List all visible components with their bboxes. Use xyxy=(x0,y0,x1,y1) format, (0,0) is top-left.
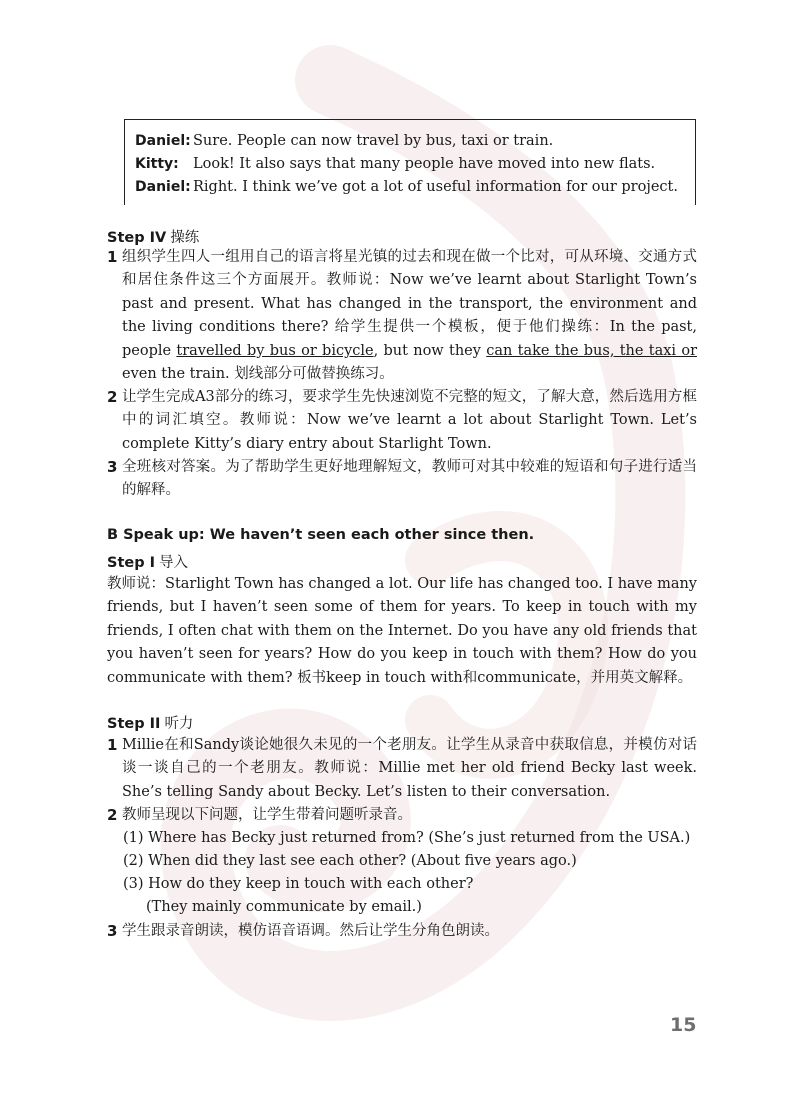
dialogue-box xyxy=(124,119,696,205)
dialogue-text: Right. I think we’ve got a lot of useful information for our project. xyxy=(193,179,678,195)
step-label: Step IV xyxy=(107,230,167,246)
dialogue-line xyxy=(135,153,695,176)
step-ii-item-2 xyxy=(107,804,697,827)
step-iv-item-3 xyxy=(107,456,697,503)
step-iv-heading xyxy=(107,226,199,247)
section-b-title: B Speak up: We haven’t seen each other since then. xyxy=(107,527,535,543)
question-3-answer: (They mainly communicate by email.) xyxy=(146,899,422,915)
step-title: 听力 xyxy=(164,716,194,732)
step-title: 导入 xyxy=(159,555,189,571)
item-text: 让学生完成A3部分的练习，要求学生先快速浏览不完整的短文，了解大意，然后选用方框中的词汇填空。教师说：Now we’ve learnt a lot about Starlight Town. Let’s complete Kitty’s diary entry about Starlight Town. xyxy=(122,389,697,452)
item-number: 2 xyxy=(107,806,118,824)
step-ii-heading xyxy=(107,712,193,733)
underlined-phrase: travelled by bus or bicycle xyxy=(176,342,374,359)
step-title: 操练 xyxy=(170,230,200,246)
item-number: 3 xyxy=(107,922,118,940)
item-text: 全班核对答案。为了帮助学生更好地理解短文，教师可对其中较难的短语和句子进行适当的解释。 xyxy=(122,459,697,499)
step-ii-item-3 xyxy=(107,920,697,943)
item-text: 学生跟录音朗读，模仿语音语调。然后让学生分角色朗读。 xyxy=(122,923,499,939)
dialogue-text: Sure. People can now travel by bus, taxi or train. xyxy=(193,133,554,149)
speaker-name: Daniel: xyxy=(135,179,191,195)
step-i-text: 教师说：Starlight Town has changed a lot. Our life has changed too. I have many friends, but I haven’t seen some of them for years. To keep in touch with my friends, I often chat with them on the Internet. Do you have any old friends that you haven’t seen for years? How do you keep in touch with them? How do you communicate with them? 板书keep in touch with和communicate，并用英文解释。 xyxy=(107,576,697,686)
step-ii-item-1 xyxy=(107,734,697,804)
dialogue-text: Look! It also says that many people have moved into new flats. xyxy=(193,156,656,172)
item-text-part: even the train. 划线部分可做替换练习。 xyxy=(122,366,394,383)
item-text xyxy=(122,246,697,386)
step-iv-item-2 xyxy=(107,386,697,456)
item-text-part: , but now they xyxy=(373,342,487,359)
speaker-name: Daniel: xyxy=(135,133,191,149)
step-label: Step I xyxy=(107,555,156,571)
item-number: 1 xyxy=(107,736,118,754)
item-text-part: 组织学生四人一组用自己的语言将星光镇的过去和现在做一个比对，可从环境、交通方式和居住条件这三个方面展开。教师说：Now we’ve learnt about Starlight Town’s past and present. What has changed in the transport, the environment and the living conditions there? 给学生提供一个模板，便于他们操练：In the past, people xyxy=(122,249,697,359)
step-label: Step II xyxy=(107,716,161,732)
item-text: Millie在和Sandy谈论她很久未见的一个老朋友。让学生从录音中获取信息，并模仿对话谈一谈自己的一个老朋友。教师说：Millie met her old friend Becky last week. She’s telling Sandy about Becky. Let’s listen to their conversation. xyxy=(122,737,697,800)
item-number: 1 xyxy=(107,248,118,266)
item-number: 3 xyxy=(107,458,118,476)
question-2: (2) When did they last see each other? (About five years ago.) xyxy=(123,853,577,869)
speaker-name: Kitty: xyxy=(135,156,179,172)
dialogue-line xyxy=(135,130,695,153)
item-text: 教师呈现以下问题，让学生带着问题听录音。 xyxy=(122,807,412,823)
dialogue-line xyxy=(135,176,695,199)
item-number: 2 xyxy=(107,388,118,406)
step-iv-item-1 xyxy=(107,246,697,386)
step-i-heading xyxy=(107,551,188,572)
question-1: (1) Where has Becky just returned from? (She’s just returned from the USA.) xyxy=(123,830,691,846)
underlined-phrase: can take the bus, the taxi or xyxy=(486,342,697,359)
page-number: 15 xyxy=(670,1014,697,1036)
question-3: (3) How do they keep in touch with each other? xyxy=(123,876,474,892)
